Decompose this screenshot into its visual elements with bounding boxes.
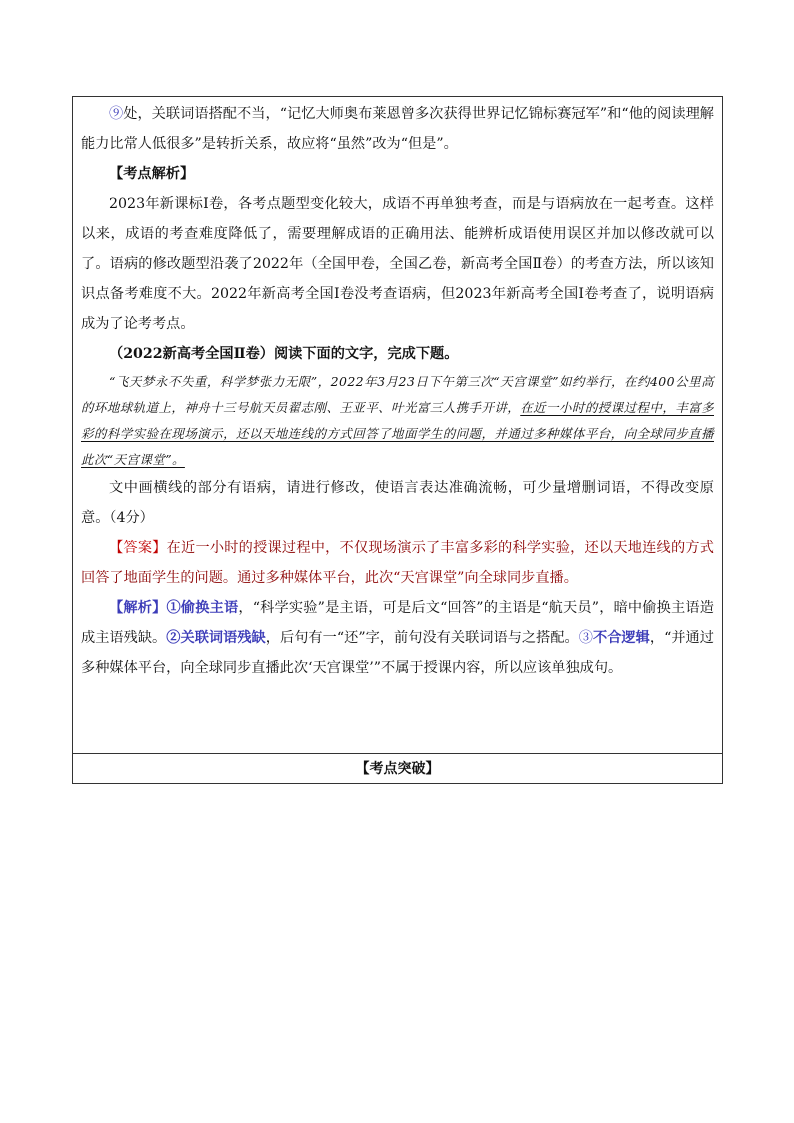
passage-plain-text: “飞天梦永不失重，科学梦张力无限”，2022年3月23日下午第三次“天宫课堂”如约举行，在约400公里高的环地球轨道上，神舟十三号航天员翟志刚、王亚平、叶光富三人携手开讲， — [81, 374, 714, 415]
explanation-label: 【解析】 — [109, 600, 167, 616]
explanation-key-2: ②关联词语残缺 — [166, 630, 266, 646]
explanation-text-1: ，“科学实验”是主语，可是后文“回答”的主语是“航天员”，暗中偷换主语造成主语残缺。 — [81, 600, 714, 646]
question-instruction: 文中画横线的部分有语病，请进行修改，使语言表达准确流畅，可少量增删词语，不得改变原意。（4分） — [81, 480, 714, 526]
reading-passage — [81, 369, 714, 473]
content-table — [72, 96, 723, 784]
paragraph-text: 处，关联词语搭配不当，“记忆大师奥布莱恩曾多次获得世界记忆锦标赛冠军”和“他的阅读理解能力比常人低很多”是转折关系，故应将“虽然”改为“但是”。 — [81, 106, 714, 152]
answer-paragraph — [81, 533, 714, 593]
circle-number-9: ⑨ — [109, 106, 124, 122]
explanation-text-3: ，“并通过多种媒体平台，向全球同步直播此次‘天宫课堂’”不属于授课内容，所以应该单独成句。 — [81, 630, 714, 676]
answer-label: 【答案】 — [109, 540, 167, 556]
explanation-key-1: ①偷换主语 — [166, 600, 239, 616]
section-heading-analysis: 【考点解析】 — [109, 166, 195, 182]
question-title: （2022新高考全国Ⅱ卷）阅读下面的文字，完成下题。 — [109, 346, 459, 362]
passage-underlined-text: 在近一小时的授课过程中，丰富多彩的科学实验在现场演示，还以天地连线的方式回答了地面学生的问题，并通过多种媒体平台，向全球同步直播此次“天宫课堂”。 — [81, 400, 714, 467]
analysis-paragraph: 2023年新课标Ⅰ卷，各考点题型变化较大，成语不再单独考查，而是与语病放在一起考查。这样以来，成语的考查难度降低了，需要理解成语的正确用法、能辨析成语使用误区并加以修改就可以了。语病的修改题型沿袭了2022年（全国甲卷，全国乙卷，新高考全国Ⅱ卷）的考查方法，所以该知识点备考难度不大。2022年新高考全国Ⅰ卷没考查语病，但2023年新高考全国Ⅰ卷考查了，说明语病成为了论考考点。 — [81, 196, 714, 332]
content-cell — [81, 99, 714, 683]
circle-number-3: ③ — [578, 630, 593, 646]
answer-text: 在近一小时的授课过程中，不仅现场演示了丰富多彩的科学实验，还以天地连线的方式回答了地面学生的问题。通过多种媒体平台，此次“天宫课堂”向全球同步直播。 — [81, 540, 714, 586]
table-row-divider — [73, 753, 722, 754]
explanation-paragraph-9 — [81, 99, 714, 159]
explanation-paragraph — [81, 593, 714, 683]
explanation-key-3: 不合逻辑 — [593, 630, 650, 646]
section-heading-breakthrough: 【考点突破】 — [355, 761, 440, 777]
explanation-text-2: ，后句有一“还”字，前句没有关联词语与之搭配。 — [265, 630, 579, 646]
